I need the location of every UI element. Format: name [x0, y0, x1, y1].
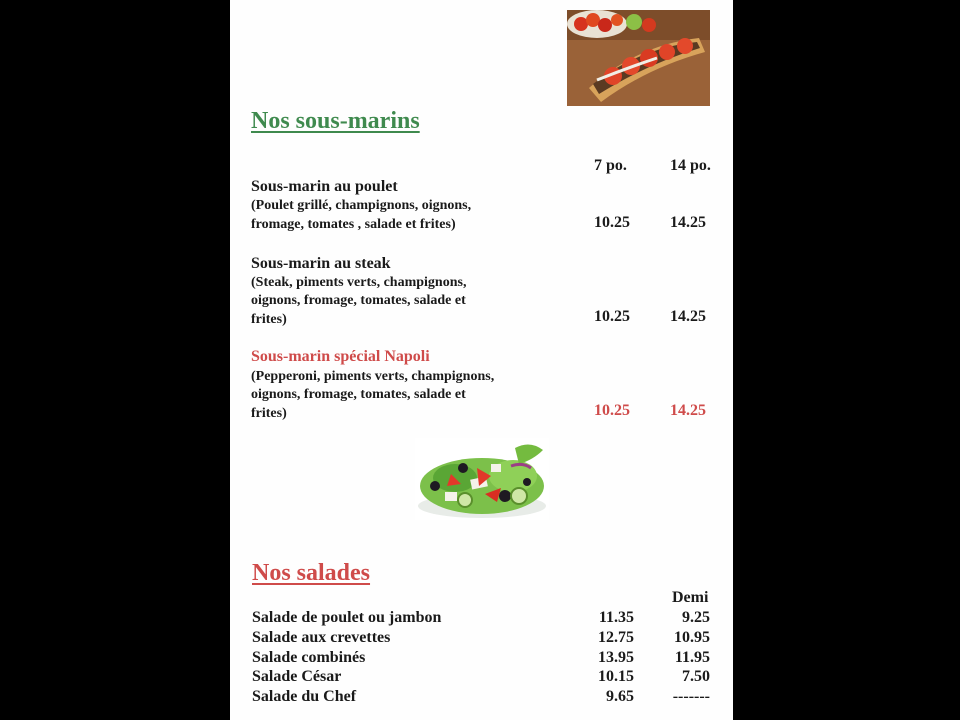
sub-item-price-large: 14.25 [670, 308, 706, 325]
salad-name: Salade aux crevettes [252, 629, 391, 646]
salad-name: Salade César [252, 668, 342, 685]
sub-item-price-small: 10.25 [594, 402, 630, 419]
sub-item-price-small: 10.25 [594, 214, 630, 231]
section-title-salads: Nos salades [252, 560, 371, 586]
menu-page [230, 0, 733, 720]
sub-item-desc-line: oignons, fromage, tomates, salade et [251, 293, 466, 308]
greek-salad-illustration [415, 438, 549, 520]
salad-price: 10.15 [598, 668, 634, 685]
salad-name: Salade de poulet ou jambon [252, 609, 442, 626]
sub-item-desc-line: fromage, tomates , salade et frites) [251, 217, 456, 232]
sub-item-price-small: 10.25 [594, 308, 630, 325]
salad-price: 9.65 [606, 688, 634, 705]
sub-item-name: Sous-marin au poulet [251, 178, 398, 195]
salad-price-half: ------- [672, 688, 710, 705]
sub-item-name: Sous-marin au steak [251, 255, 391, 272]
column-header-14po: 14 po. [670, 157, 711, 174]
salad-price-half: 11.95 [674, 649, 710, 666]
submarine-sandwich-photo [567, 10, 710, 106]
salad-price: 12.75 [598, 629, 634, 646]
column-header-demi: Demi [672, 589, 709, 606]
salad-name: Salade combinés [252, 649, 366, 666]
sub-item-desc-line: (Steak, piments verts, champignons, [251, 275, 467, 290]
sub-item-desc-line: oignons, fromage, tomates, salade et [251, 387, 466, 402]
section-title-subs: Nos sous-marins [251, 108, 420, 134]
sub-item-desc-line: frites) [251, 312, 287, 327]
sub-item-price-large: 14.25 [670, 402, 706, 419]
salad-price: 11.35 [598, 609, 634, 626]
salad-price-half: 9.25 [682, 609, 710, 626]
sub-item-desc-line: (Poulet grillé, champignons, oignons, [251, 198, 472, 213]
sub-item-desc-line: (Pepperoni, piments verts, champignons, [251, 369, 495, 384]
sub-item-name-special: Sous-marin spécial Napoli [251, 348, 430, 365]
salad-price: 13.95 [598, 649, 634, 666]
sub-item-desc-line: frites) [251, 406, 287, 421]
column-header-7po: 7 po. [594, 157, 627, 174]
sub-item-price-large: 14.25 [670, 214, 706, 231]
salad-price-half: 7.50 [682, 668, 710, 685]
greek-salad-photo [415, 438, 549, 520]
submarine-sandwich-illustration [567, 10, 710, 106]
salad-name: Salade du Chef [252, 688, 357, 705]
salad-price-half: 10.95 [674, 629, 710, 646]
